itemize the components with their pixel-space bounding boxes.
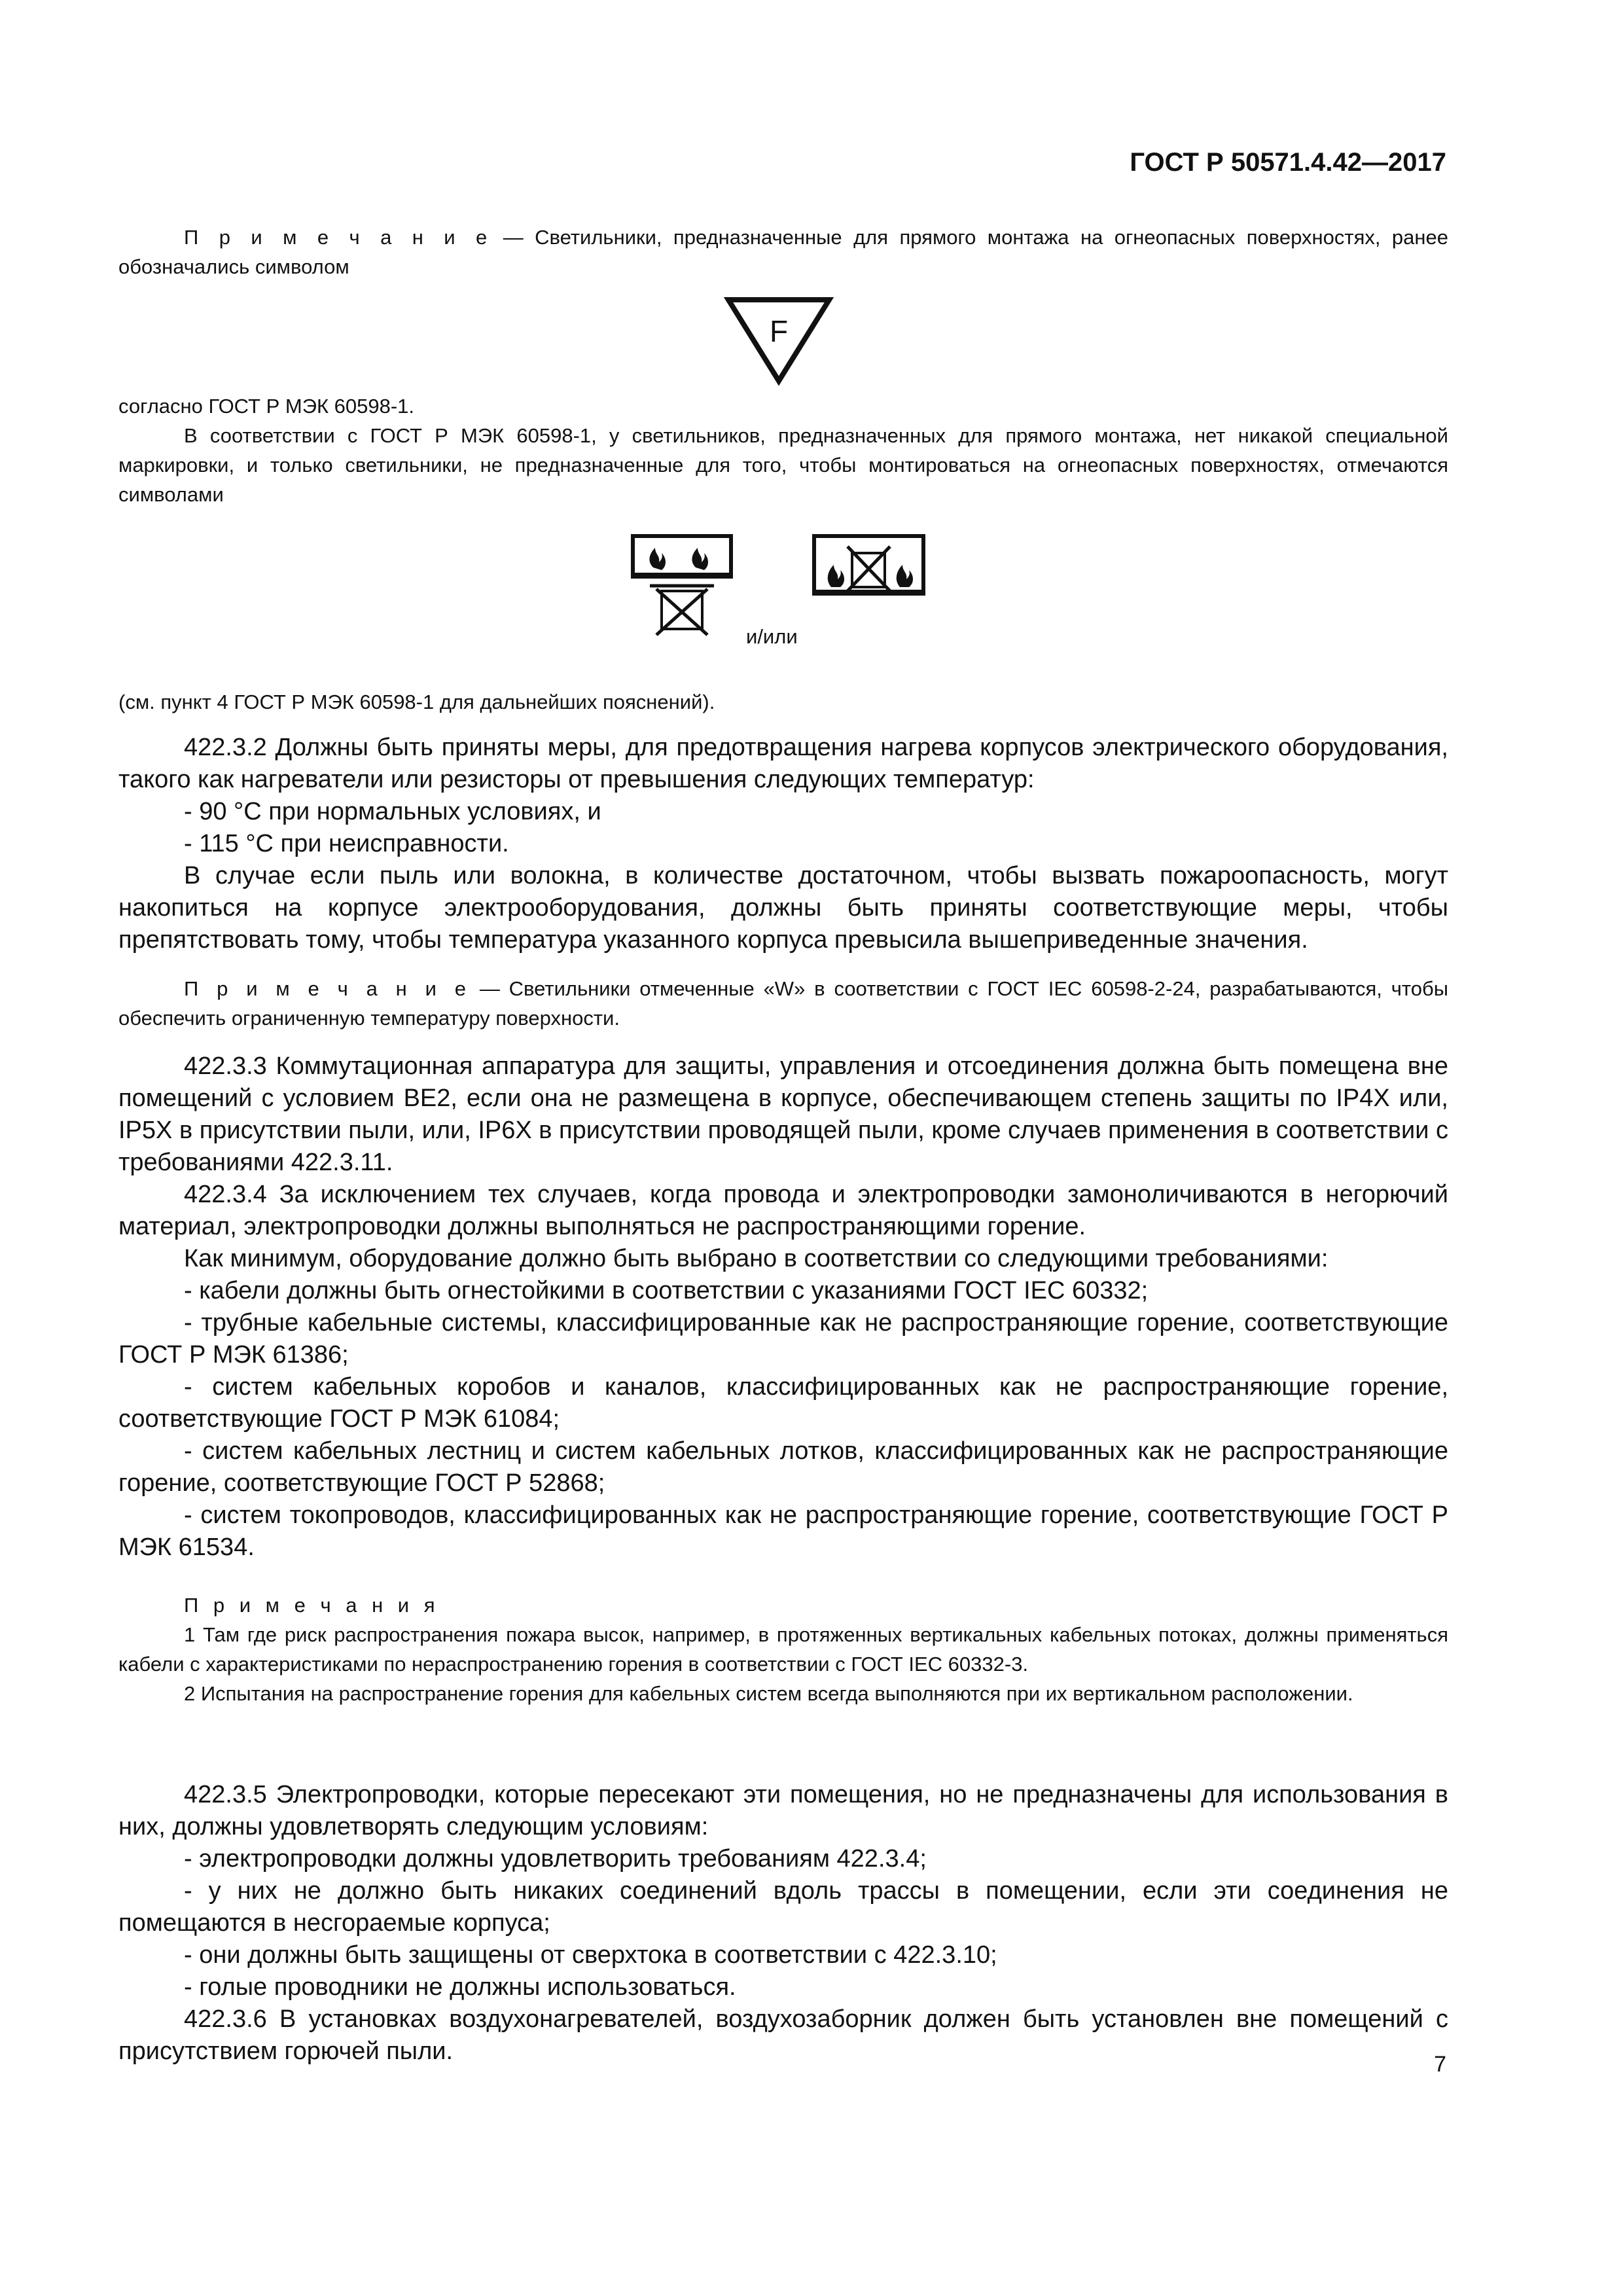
s4232-li2: - 115 °С при неисправности.: [184, 830, 509, 857]
section-422-3-3: [118, 1050, 1448, 1564]
notes3-n2: 2 Испытания на распространение горения для кабельных систем всегда выполняются при их вертикальном расположении.: [184, 1682, 1353, 1705]
s4234-p2: Как минимум, оборудование должно быть выбрано в соответствии со следующими требованиями:: [184, 1245, 1329, 1272]
s4234-li4: - систем кабельных лестниц и систем кабельных лотков, классифицированных как не распространяющие горение, соответствующие ГОСТ Р 52868;: [118, 1437, 1448, 1497]
s4236-p1: 422.3.6 В установках воздухонагревателей, воздухозаборник должен быть установлен вне помещений с присутствием горючей пыли.: [118, 2005, 1448, 2065]
s4232-p2: В случае если пыль или волокна, в количестве достаточном, чтобы вызвать пожароопасность, могут накопиться на корпусе электрооборудования, должны быть приняты соответствующие меры, чтобы препятствовать тому, чтобы температура указанного корпуса превысила вышеприведенные значения.: [118, 862, 1448, 954]
s4234-li3: - систем кабельных коробов и каналов, классифицированных как не распространяющие горение, соответствующие ГОСТ Р МЭК 61084;: [118, 1373, 1448, 1433]
s4234-li2: - трубные кабельные системы, классифицированные как не распространяющие горение, соответствующие ГОСТ Р МЭК 61386;: [118, 1309, 1448, 1369]
s4235-li4: - голые проводники не должны использоваться.: [184, 1973, 736, 2001]
f-triangle-icon: [723, 295, 834, 386]
note-luminaires: [118, 223, 1448, 281]
s4232-p1: 422.3.2 Должны быть приняты меры, для предотвращения нагрева корпусов электрического оборудования, такого как нагреватели или резисторы от превышения следующих температур:: [118, 734, 1448, 793]
note-reference: (см. пункт 4 ГОСТ Р МЭК 60598-1 для дальнейших пояснений).: [118, 691, 715, 713]
section-422-3-2: [118, 732, 1448, 956]
s4235-li1: - электропроводки должны удовлетворить требованиям 422.3.4;: [184, 1845, 927, 1873]
s4233-p1: 422.3.3 Коммутационная аппаратура для защиты, управления и отсоединения должна быть помещена вне помещений с условием ВЕ2, если она не размещена в корпусе, обеспечивающем степень защиты по IP4X или, IP5X в присутствии пыли, или, IP6X в присутствии проводящей пыли, кроме случаев применения в соответствии с требованиями 422.3.11.: [118, 1052, 1448, 1176]
note-w-luminaires: [118, 974, 1448, 1033]
s4235-p1: 422.3.5 Электропроводки, которые пересекают эти помещения, но не предназначены для использования в них, должны удовлетворять следующим условиям:: [118, 1781, 1448, 1840]
f-symbol-letter: F: [769, 314, 789, 348]
s4234-li1: - кабели должны быть огнестойкими в соответствии с указаниями ГОСТ IEC 60332;: [184, 1277, 1149, 1304]
not-on-flammable-surface-icon: [630, 533, 734, 638]
note-para2: В соответствии с ГОСТ Р МЭК 60598-1, у светильников, предназначенных для прямого монтажа, нет никакой специальной маркировки, и только светильники, не предназначенные для того, чтобы монтироваться на огнеопасных поверхностях, отмечаются символами: [118, 424, 1448, 506]
note2-text: — Светильники отмеченные «W» в соответствии с ГОСТ IEC 60598-2-24, разрабатываются, чтобы обеспечить ограниченную температуру поверхности.: [118, 977, 1448, 1030]
s4234-li5: - систем токопроводов, классифицированных как не распространяющие горение, соответствующие ГОСТ Р МЭК 61534.: [118, 1501, 1448, 1561]
s4235-li3: - они должны быть защищены от сверхтока в соответствии с 422.3.10;: [184, 1941, 997, 1969]
notes3-n1: 1 Там где риск распространения пожара высок, например, в протяженных вертикальных кабельных потоках, должны применяться кабели с характеристиками по нераспространению горения в соответствии с ГОСТ IEC 60332-3.: [118, 1623, 1448, 1676]
note-text: — Светильники, предназначенные для прямого монтажа на огнеопасных поверхностях, ранее обозначались символом: [118, 226, 1448, 278]
s4234-p1: 422.3.4 За исключением тех случаев, когда провода и электропроводки замоноличиваются в негорючий материал, электропроводки должны выполняться не распространяющими горение.: [118, 1181, 1448, 1240]
page-number: 7: [1434, 2052, 1446, 2077]
and-or-label: и/или: [746, 625, 798, 648]
notes3-label: П р и м е ч а н и я: [184, 1594, 440, 1617]
note-label: П р и м е ч а н и е: [184, 226, 492, 249]
s4232-li1: - 90 °С при нормальных условиях, и: [184, 798, 601, 825]
notes-cable-systems: [118, 1590, 1448, 1708]
note-after-symbol: согласно ГОСТ Р МЭК 60598-1.: [118, 395, 415, 418]
note-luminaires-cont: [118, 391, 1448, 509]
note2-label: П р и м е ч а н и е: [184, 977, 471, 1000]
not-on-flammable-surface-alt-icon: [812, 533, 926, 605]
document-number: ГОСТ Р 50571.4.42—2017: [1130, 148, 1446, 177]
section-422-3-5: [118, 1779, 1448, 2068]
s4235-li2: - у них не должно быть никаких соединений вдоль трассы в помещении, если эти соединения не помещаются в несгораемые корпуса;: [118, 1877, 1448, 1937]
